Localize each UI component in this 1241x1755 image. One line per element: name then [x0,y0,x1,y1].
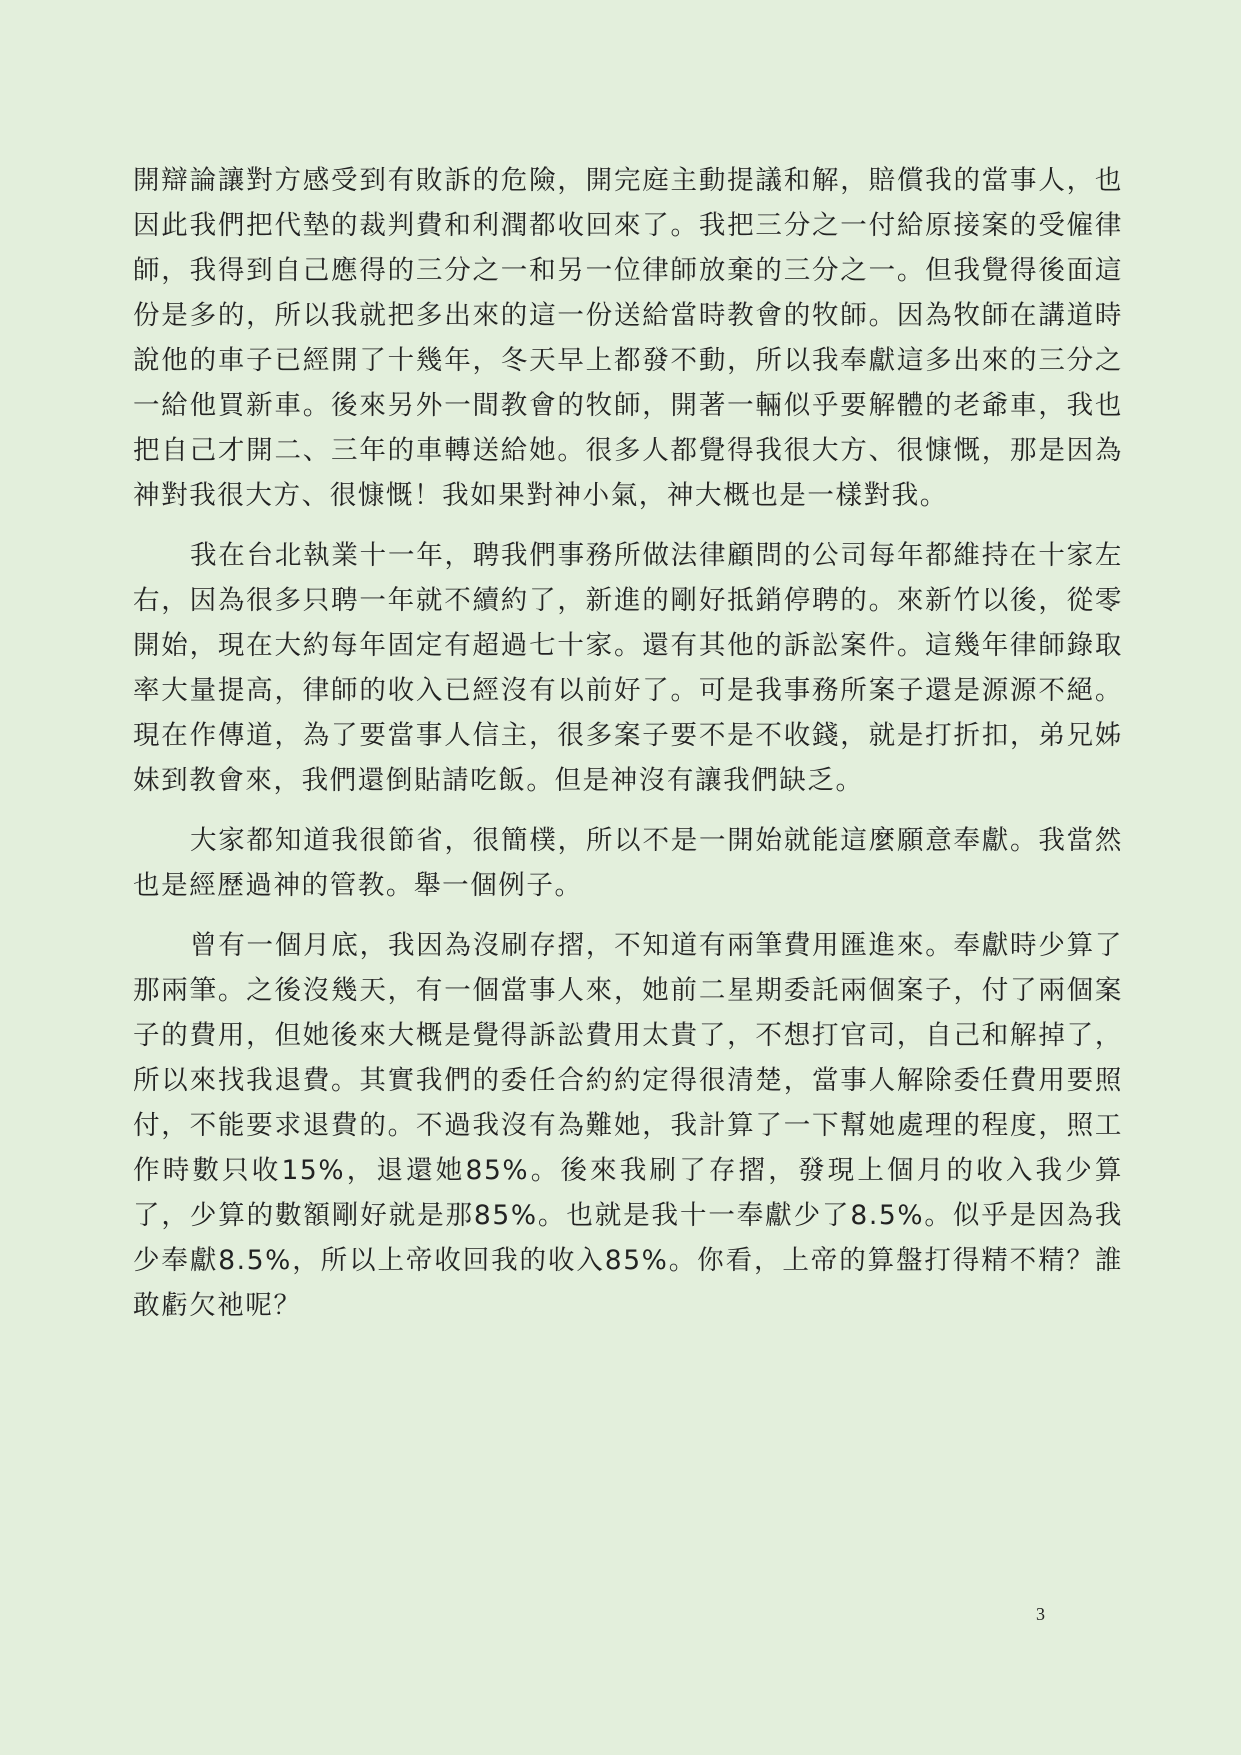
paragraph-3: 大家都知道我很節省，很簡樸，所以不是一開始就能這麼願意奉獻。我當然也是經歷過神的管教。舉一個例子。 [133,825,1123,901]
paragraph-1: 開辯論讓對方感受到有敗訴的危險，開完庭主動提議和解，賠償我的當事人，也因此我們把代墊的裁判費和利潤都收回來了。我把三分之一付給原接案的受僱律師，我得到自己應得的三分之一和另一位律師放棄的三分之一。但我覺得後面這份是多的，所以我就把多出來的這一份送給當時教會的牧師。因為牧師在講道時說他的車子已經開了十幾年，冬天早上都發不動，所以我奉獻這多出來的三分之一給他買新車。後來另外一間教會的牧師，開著一輛似乎要解體的老爺車，我也把自己才開二、三年的車轉送給她。很多人都覺得我很大方、很慷慨，那是因為神對我很大方、很慷慨！我如果對神小氣，神大概也是一樣對我。 [133,165,1123,511]
document-body [133,158,1123,1328]
paragraph-2: 我在台北執業十一年，聘我們事務所做法律顧問的公司每年都維持在十家左右，因為很多只聘一年就不續約了，新進的剛好抵銷停聘的。來新竹以後，從零開始，現在大約每年固定有超過七十家。還有其他的訴訟案件。這幾年律師錄取率大量提高，律師的收入已經沒有以前好了。可是我事務所案子還是源源不絕。現在作傳道，為了要當事人信主，很多案子要不是不收錢，就是打折扣，弟兄姊妹到教會來，我們還倒貼請吃飯。但是神沒有讓我們缺乏。 [133,540,1123,796]
page-number: 3 [1036,1604,1045,1624]
paragraph-4: 曾有一個月底，我因為沒刷存摺，不知道有兩筆費用匯進來。奉獻時少算了那兩筆。之後沒幾天，有一個當事人來，她前二星期委託兩個案子，付了兩個案子的費用，但她後來大概是覺得訴訟費用太貴了，不想打官司，自己和解掉了，所以來找我退費。其實我們的委任合約約定得很清楚，當事人解除委任費用要照付，不能要求退費的。不過我沒有為難她，我計算了一下幫她處理的程度，照工作時數只收15%，退還她85%。後來我刷了存摺，發現上個月的收入我少算了，少算的數額剛好就是那85%。也就是我十一奉獻少了8.5%。似乎是因為我少奉獻8.5%，所以上帝收回我的收入85%。你看，上帝的算盤打得精不精？誰敢虧欠祂呢？ [133,930,1123,1321]
